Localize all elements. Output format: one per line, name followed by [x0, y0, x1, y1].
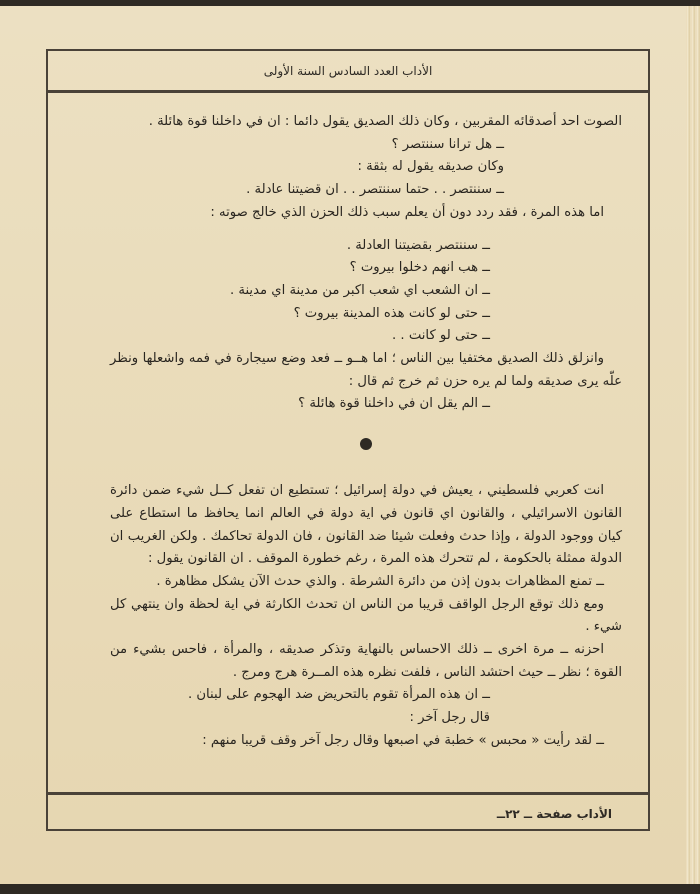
paragraph: وانزلق ذلك الصديق مختفيا بين الناس ؛ اما هــو ــ فعد وضع سيجارة في فمه واشعلها ونظر علّه يرى صديقه ولما لم يره حزن ثم خرج ثم قال : [110, 351, 622, 389]
dialogue-line: ــ ان الشعب اي شعب اكبر من مدينة اي مدينة . [230, 282, 490, 298]
page-footer [48, 798, 648, 829]
dialogue-line: ــ سننتصر . . حتما سننتصر . . ان قضيتنا عادلة . [246, 182, 504, 198]
dialogue-line: ــ حتى لو كانت . . [392, 328, 490, 344]
page-header [48, 51, 648, 93]
page-body [48, 93, 648, 795]
paragraph: وكان صديقه يقول له بثقة : [357, 159, 504, 175]
spacer [110, 225, 622, 235]
dialogue-line: ــ حتى لو كانت هذه المدينة بيروت ؟ [293, 305, 490, 321]
article-text [110, 111, 622, 753]
dialogue-line: ــ لقد رأيت « محبس » خطبة في اصبعها وقال رجل آخر وقف قريبا منهم : [202, 732, 604, 748]
paragraph: انت كعربي فلسطيني ، يعيش في دولة إسرائيل ؛ تستطيع ان تفعل كــل شيء ضمن دائرة القانون الاسرائيلي ، والقانون اي قانون في اية دولة في العالم انما يحافظ ما استطاع على كيان ووجود الدولة ، وإذا حدث وفعلت شيئا ضد القانون ، فان الدولة تحاكمك . ولكن الغريب ان الدولة ممثلة بالحكومة ، لم تتحرك هذه المرة ، رغم خطورة الموقف . ان القانون يقول : [110, 483, 622, 567]
page-frame [46, 49, 650, 831]
dialogue-line: ــ تمنع المظاهرات بدون إذن من دائرة الشرطة . والذي حدث الآن يشكل مظاهرة . [156, 573, 604, 589]
dialogue-line: ــ هل ترانا سننتصر ؟ [391, 136, 504, 152]
dialogue-line: ــ هب انهم دخلوا بيروت ؟ [349, 260, 490, 276]
footer-page-number: الأداب صفحة ــ ٢٢ــ [496, 806, 612, 821]
paragraph: اما هذه المرة ، فقد ردد دون أن يعلم سبب ذلك الحزن الذي خالج صوته : [210, 204, 604, 220]
header-title: الأداب العدد السادس السنة الأولى [263, 63, 433, 78]
paragraph: قال رجل آخر : [409, 710, 490, 726]
paragraph: الصوت احد أصدقائه المقربين ، وكان ذلك الصديق يقول دائما : ان في داخلنا قوة هائلة . [148, 114, 622, 129]
paragraph: احزنه ــ مرة اخرى ــ ذلك الاحساس بالنهاية وتذكر صديقه ، والمرأة ، فاحس بشيء من القوة ؛ نظر ــ حيث احتشد الناس ، فلفت نظره هذه المــرة هرج ومرج . [110, 642, 622, 680]
bullet-dot-icon [360, 438, 372, 450]
paragraph: ومع ذلك توقع الرجل الواقف قريبا من الناس ان تحدث الكارثة في اية لحظة وان ينتهي كل شيء . [110, 596, 622, 635]
dialogue-line: ــ الم يقل ان في داخلنا قوة هائلة ؟ [298, 396, 490, 412]
dialogue-line: ــ ان هذه المرأة تقوم بالتحريض ضد الهجوم على لبنان . [187, 687, 490, 703]
dialogue-line: ــ سننتصر بقضيتنا العادلة . [346, 237, 490, 253]
page-edge [686, 6, 700, 884]
